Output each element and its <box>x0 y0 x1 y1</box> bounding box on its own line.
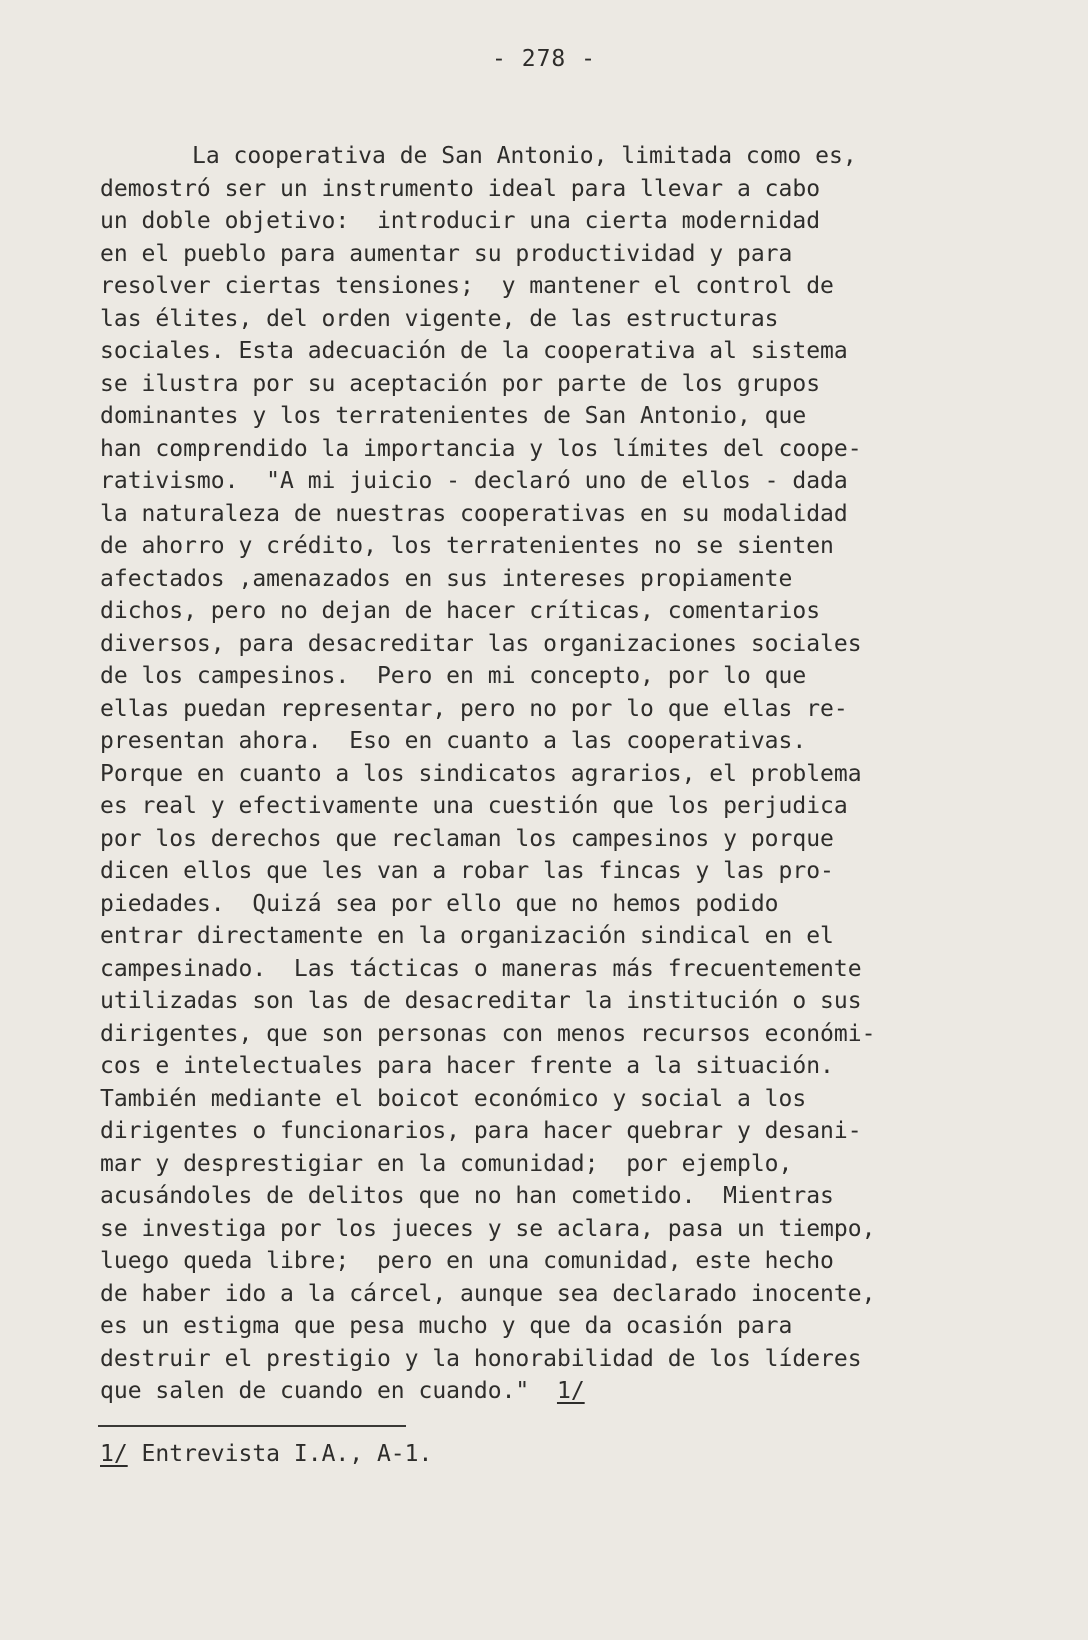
text-line-last <box>100 1375 980 1408</box>
text-line: piedades. Quizá sea por ello que no hemos podido <box>100 890 779 917</box>
text-line: demostró ser un instrumento ideal para llevar a cabo <box>100 175 821 202</box>
text-line: destruir el prestigio y la honorabilidad de los líderes <box>100 1345 862 1372</box>
text-line: También mediante el boicot económico y social a los <box>100 1085 807 1112</box>
text-line: resolver ciertas tensiones; y mantener el control de <box>100 273 834 299</box>
text-line: sociales. Esta adecuación de la cooperativa al sistema <box>100 338 848 364</box>
text-line-end: que salen de cuando en cuando." <box>100 1378 557 1404</box>
text-line: de los campesinos. Pero en mi concepto, por lo que <box>100 663 807 689</box>
text-line: dichos, pero no dejan de hacer críticas, comentarios <box>100 598 821 624</box>
text-line: dicen ellos que les van a robar las fincas y las pro- <box>100 858 834 884</box>
text-line: se ilustra por su aceptación por parte de los grupos <box>100 370 821 397</box>
text-line: es un estigma que pesa mucho y que da ocasión para <box>100 1313 793 1339</box>
text-line: de ahorro y crédito, los terratenientes no se sienten <box>100 533 834 559</box>
text-line: utilizadas son las de desacreditar la institución o sus <box>100 988 862 1014</box>
footnote-reference: 1/ <box>556 1378 585 1404</box>
text-line: presentan ahora. Eso en cuanto a las cooperativas. <box>100 728 807 754</box>
text-line: las élites, del orden vigente, de las estructuras <box>100 305 779 332</box>
text-line: se investiga por los jueces y se aclara, pasa un tiempo, <box>100 1215 876 1242</box>
footnote-text: Entrevista I.A., A-1. <box>127 1441 433 1467</box>
text-line: luego queda libre; pero en una comunidad, este hecho <box>100 1248 834 1274</box>
text-line: la naturaleza de nuestras cooperativas en su modalidad <box>100 500 848 527</box>
footnote <box>100 1438 432 1470</box>
text-line: de haber ido a la cárcel, aunque sea declarado inocente, <box>100 1280 876 1307</box>
text-line: entrar directamente en la organización sindical en el <box>100 923 834 949</box>
text-line: rativismo. "A mi juicio - declaró uno de ellos - dada <box>100 468 848 494</box>
text-line: ellas puedan representar, pero no por lo que ellas re- <box>100 695 848 722</box>
text-line: Porque en cuanto a los sindicatos agrarios, el problema <box>100 760 862 787</box>
text-line: cos e intelectuales para hacer frente a la situación. <box>100 1053 834 1079</box>
text-line: campesinado. Las tácticas o maneras más frecuentemente <box>100 955 862 982</box>
text-line: un doble objetivo: introducir una cierta modernidad <box>100 208 821 234</box>
text-line: dirigentes, que son personas con menos recursos económi- <box>100 1020 876 1047</box>
text-line: mar y desprestigiar en la comunidad; por ejemplo, <box>100 1150 793 1177</box>
text-line: La cooperativa de San Antonio, limitada como es, <box>192 143 857 169</box>
text-line: han comprendido la importancia y los límites del coope- <box>100 435 862 462</box>
text-line: en el pueblo para aumentar su productividad y para <box>100 240 793 267</box>
footnote-marker: 1/ <box>100 1441 128 1467</box>
text-line: por los derechos que reclaman los campesinos y porque <box>100 825 834 852</box>
text-line: diversos, para desacreditar las organizaciones sociales <box>100 630 862 657</box>
text-line: dominantes y los terratenientes de San Antonio, que <box>100 403 807 429</box>
text-line: dirigentes o funcionarios, para hacer quebrar y desani- <box>100 1118 862 1144</box>
text-line: es real y efectivamente una cuestión que los perjudica <box>100 793 848 819</box>
page-number: - 278 - <box>492 46 596 72</box>
footnote-divider <box>98 1425 406 1427</box>
text-line: afectados ,amenazados en sus intereses propiamente <box>100 565 793 592</box>
body-paragraph <box>100 140 980 1408</box>
text-line: acusándoles de delitos que no han cometido. Mientras <box>100 1183 834 1209</box>
